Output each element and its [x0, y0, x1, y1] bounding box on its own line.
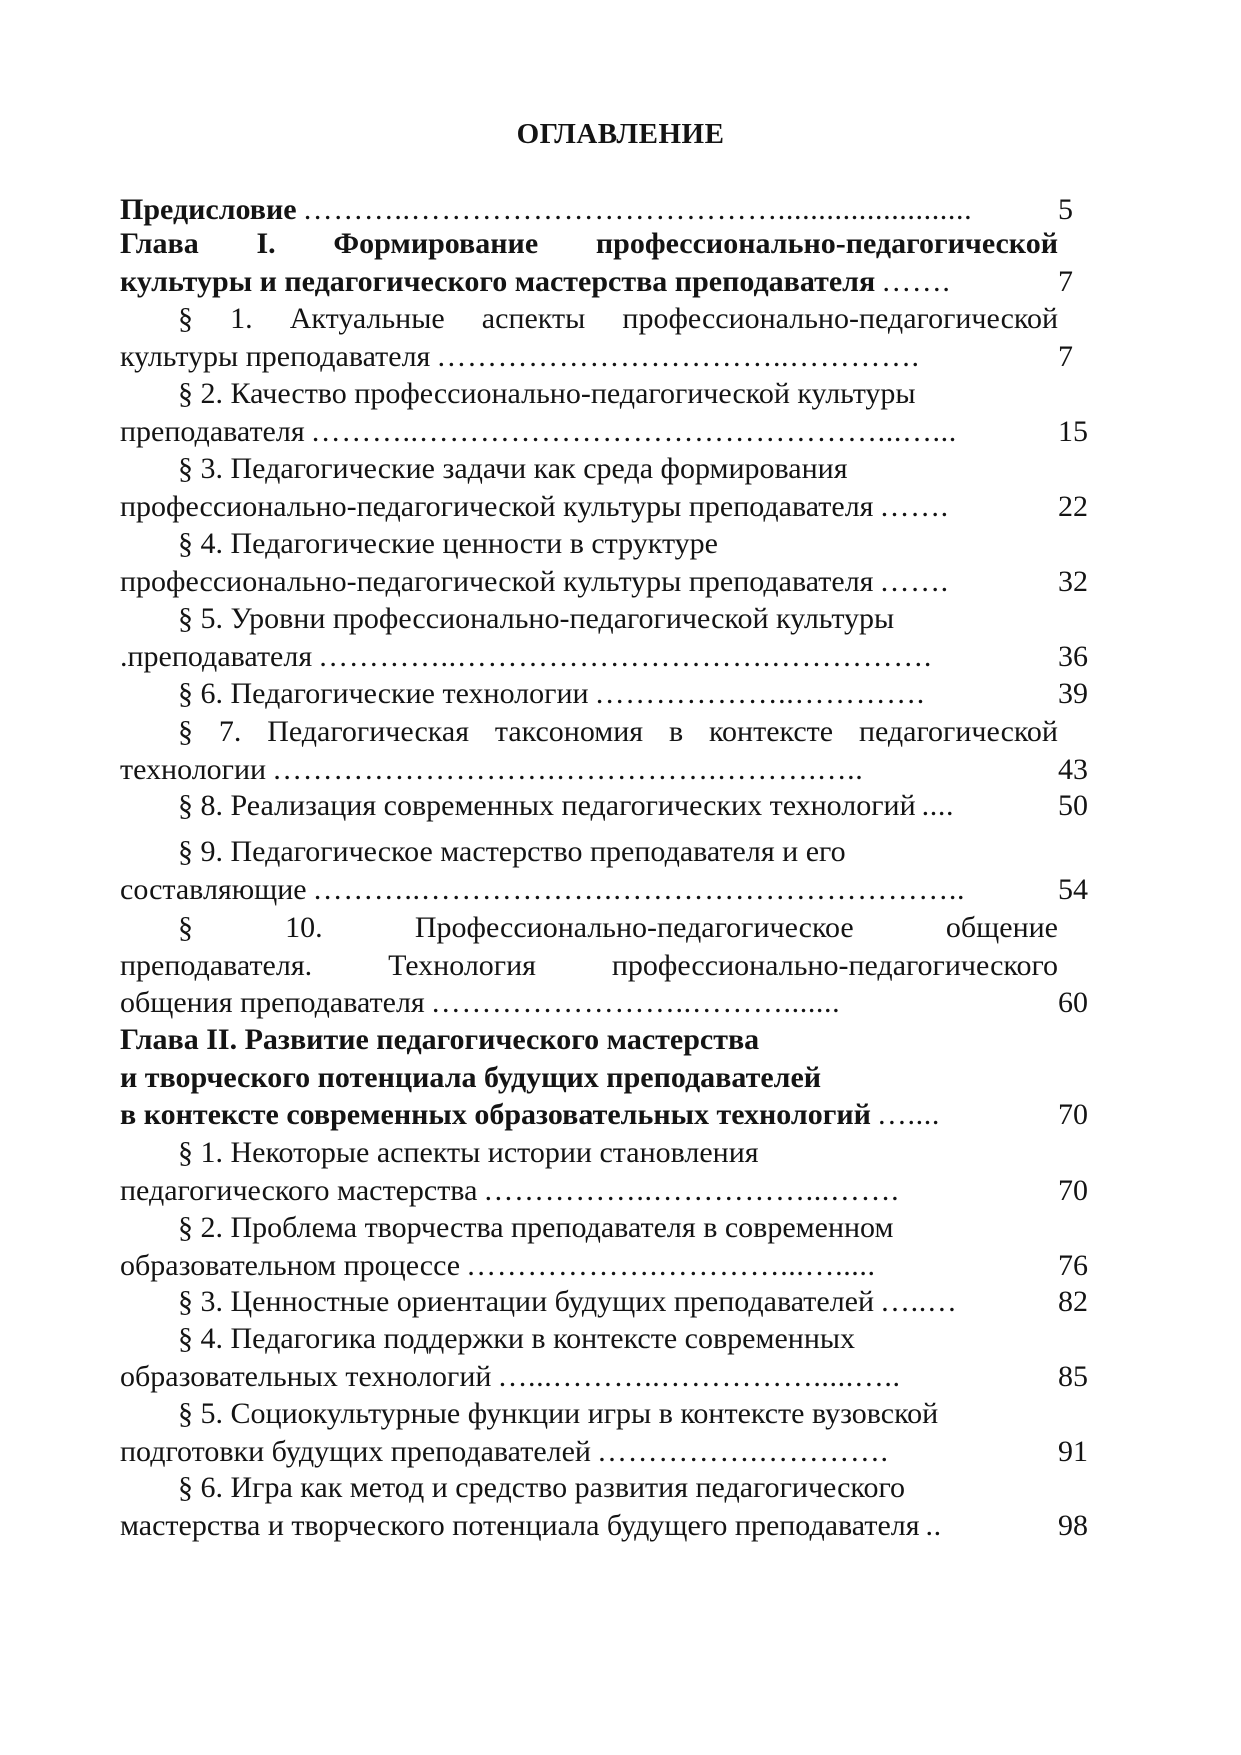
page-number: 60 — [1058, 986, 1088, 1019]
page-number: 15 — [1058, 414, 1088, 448]
toc-line — [120, 1432, 1120, 1472]
toc-entry-text: § 10. Профессионально-педагогическое общение — [178, 911, 1058, 944]
toc-line — [120, 712, 1120, 752]
toc-entry-text: профессионально-педагогической культуры преподавателя — [120, 564, 874, 598]
toc-line — [120, 1246, 1120, 1286]
page-number: 82 — [1058, 1285, 1088, 1318]
toc-line — [120, 832, 1120, 872]
page-title: ОГЛАВЛЕНИЕ — [516, 118, 725, 150]
toc-line — [120, 983, 1120, 1023]
toc-entry-text: профессионально-педагогической культуры преподавателя — [120, 489, 874, 523]
dot-leader: ……………………….…………….……….….. — [272, 752, 864, 786]
toc-entry-text: § 3. Педагогические задачи как среда формирования — [178, 452, 848, 485]
dot-leader: ……. — [879, 489, 949, 523]
dot-leader: …………..………………………….……………. — [318, 639, 932, 673]
toc-entry-text: § 1. Некоторые аспекты истории становления — [178, 1136, 759, 1169]
toc-entry-text: культуры и педагогического мастерства преподавателя — [120, 264, 876, 298]
toc-line — [120, 1468, 1120, 1508]
toc-entry-text: Предисловие — [120, 193, 297, 226]
dot-leader: …………….…………. — [597, 1434, 889, 1468]
dot-leader: ………..……………….…………………………….. — [312, 872, 966, 906]
toc-entry-text: § 5. Уровни профессионально-педагогической культуры — [178, 602, 895, 635]
toc-line — [120, 562, 1120, 602]
toc-line — [120, 750, 1120, 790]
dot-leader: .... — [921, 789, 955, 822]
dot-leader: ………………..…………. — [594, 677, 925, 710]
dot-leader: ……………………………..…………. — [436, 339, 920, 373]
page-number: 70 — [1058, 1173, 1088, 1207]
toc-line — [120, 1394, 1120, 1434]
toc-entry-text: в контексте современных образовательных технологий — [120, 1098, 871, 1131]
toc-entry-text: составляющие — [120, 872, 307, 906]
dot-leader: ………..………………………………………...…... — [310, 414, 957, 448]
toc-line — [120, 524, 1120, 564]
toc-entry-text: § 3. Ценностные ориентации будущих преподавателей — [178, 1285, 875, 1318]
dot-leader: ……………..……………...……. — [483, 1173, 900, 1207]
dot-leader: .. — [925, 1508, 942, 1542]
toc-entry-text: преподавателя — [120, 414, 305, 448]
toc-entry-text: Глава I. Формирование профессионально-педагогической — [120, 227, 1058, 260]
page-number: 22 — [1058, 489, 1088, 523]
toc-line — [120, 1208, 1120, 1248]
page-number: 43 — [1058, 752, 1088, 786]
toc-line — [120, 299, 1120, 339]
page-number: 36 — [1058, 639, 1088, 673]
page-number: 54 — [1058, 872, 1088, 906]
toc-line — [120, 637, 1120, 677]
toc-entry-text: мастерства и творческого потенциала будущего преподавателя — [120, 1508, 920, 1542]
toc-line — [120, 374, 1120, 414]
toc-entry-text: § 9. Педагогическое мастерство преподавателя и его — [178, 835, 846, 868]
page-number: 7 — [1058, 339, 1073, 373]
dot-leader: ……. — [879, 564, 949, 598]
toc-entry-text: образовательных технологий — [120, 1359, 492, 1393]
toc-line — [120, 870, 1120, 910]
toc-entry-text: § 6. Игра как метод и средство развития педагогического — [178, 1471, 906, 1504]
toc-line — [120, 1058, 1120, 1098]
toc-line — [120, 1319, 1120, 1359]
dot-leader: ……………….…………...…..... — [466, 1248, 876, 1282]
toc-line — [120, 1282, 1120, 1322]
toc-entry-text: педагогического мастерства — [120, 1173, 478, 1207]
toc-entry-text: .преподавателя — [120, 639, 313, 673]
toc-entry-text: § 8. Реализация современных педагогических технологий — [178, 789, 916, 822]
page-number: 32 — [1058, 564, 1088, 598]
toc-line — [120, 1133, 1120, 1173]
toc-entry-text: § 4. Педагогические ценности в структуре — [178, 527, 718, 560]
toc-line — [120, 786, 1120, 826]
toc-line — [120, 908, 1120, 948]
toc-entry-text: общения преподавателя — [120, 986, 425, 1019]
toc-line — [120, 1020, 1120, 1060]
toc-line — [120, 449, 1120, 489]
toc-line — [120, 337, 1120, 377]
dot-leader: …...………..…………….....….. — [497, 1359, 901, 1393]
page-number: 98 — [1058, 1508, 1088, 1542]
toc-entry-text: § 5. Социокультурные функции игры в контексте вузовской — [178, 1397, 939, 1430]
page-number: 85 — [1058, 1359, 1088, 1393]
page-number: 7 — [1058, 264, 1073, 298]
page-number: 50 — [1058, 789, 1088, 822]
toc-line — [120, 1095, 1120, 1135]
toc-entry-text: образовательном процессе — [120, 1248, 461, 1282]
toc-line — [120, 1171, 1120, 1211]
toc-entry-text: культуры преподавателя — [120, 339, 431, 373]
toc-line — [120, 487, 1120, 527]
dot-leader: ……………………..………....... — [430, 986, 841, 1019]
toc-entry-text: § 2. Проблема творчества преподавателя в современном — [178, 1211, 894, 1244]
toc-entry-text: и творческого потенциала будущих преподавателей — [120, 1060, 822, 1094]
page-number: 91 — [1058, 1434, 1088, 1468]
toc-line — [120, 224, 1120, 264]
page-number: 39 — [1058, 677, 1088, 710]
toc-line — [120, 412, 1120, 452]
dot-leader: ……. — [881, 264, 951, 298]
toc-entry-text: § 1. Актуальные аспекты профессионально-педагогической — [178, 302, 1058, 335]
toc-line — [120, 599, 1120, 639]
page-number: 5 — [1058, 193, 1073, 226]
dot-leader: …..… — [880, 1285, 958, 1318]
toc-entry-text: преподавателя. Технология профессионально-педагогического — [120, 948, 1058, 982]
toc-line — [120, 1357, 1120, 1397]
toc-entry-text: подготовки будущих преподавателей — [120, 1434, 591, 1468]
toc-entry-text: § 4. Педагогика поддержки в контексте современных — [178, 1322, 856, 1355]
toc-line — [120, 674, 1120, 714]
toc-entry-text: § 7. Педагогическая таксономия в контексте педагогической — [178, 715, 1058, 748]
toc-entry-text: технологии — [120, 752, 267, 786]
dot-leader: ….... — [876, 1098, 940, 1131]
toc-line — [120, 1506, 1120, 1546]
toc-line — [120, 262, 1120, 302]
toc-entry-text: § 2. Качество профессионально-педагогической культуры — [178, 377, 916, 410]
dot-leader: ………..………………………………........................ — [302, 193, 973, 226]
toc-entry-text: Глава II. Развитие педагогического мастерства — [120, 1023, 760, 1056]
toc-entry-text: § 6. Педагогические технологии — [178, 677, 589, 710]
toc-line — [120, 946, 1120, 986]
page-number: 76 — [1058, 1248, 1088, 1282]
page-number: 70 — [1058, 1098, 1088, 1131]
